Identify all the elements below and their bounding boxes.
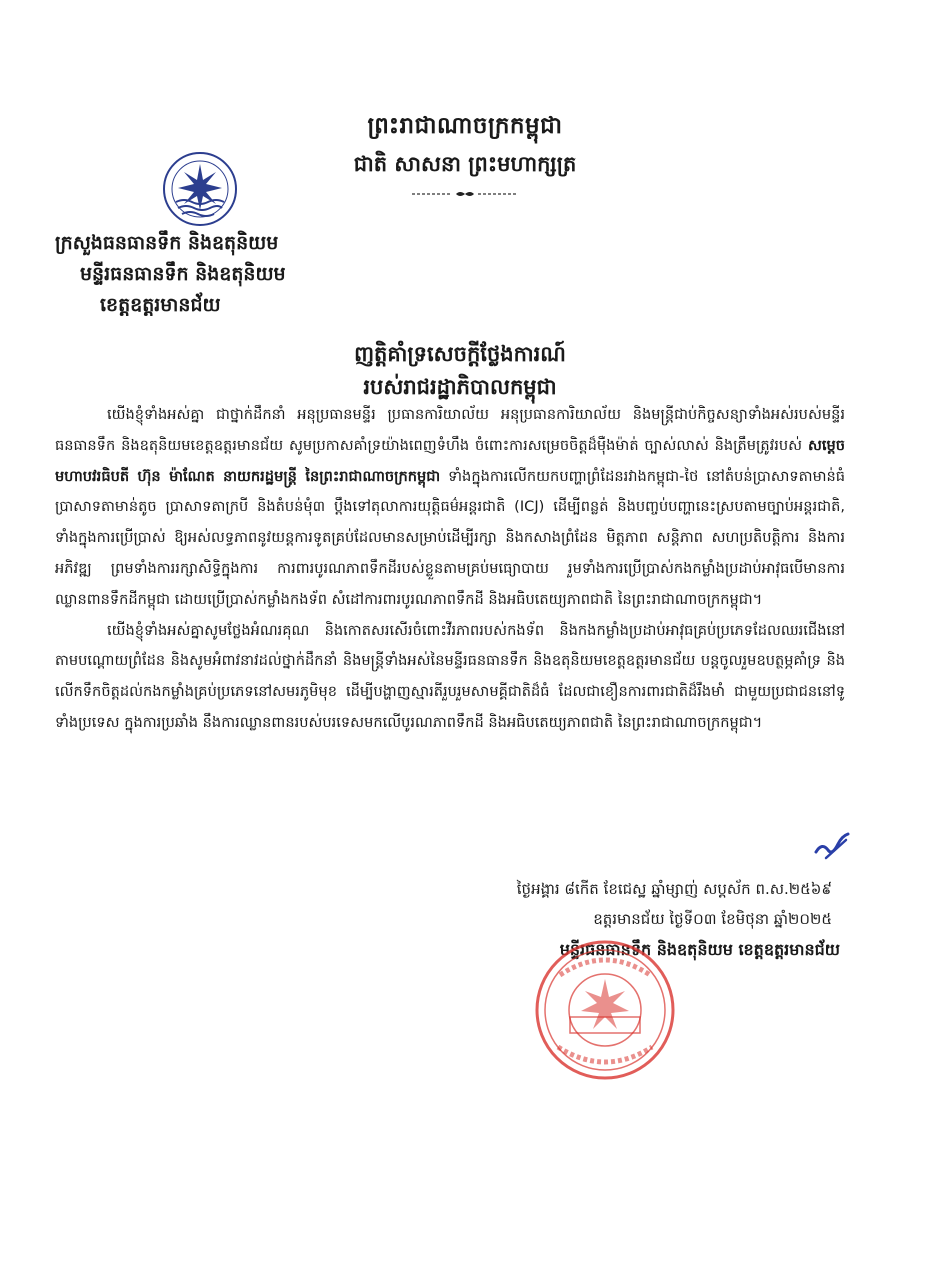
title-line-2: របស់រាជរដ្ឋាភិបាលកម្ពុជា [363,375,557,399]
place-date: ឧត្តរមានជ័យ ថ្ងៃទី០៣ ខែមិថុនា ឆ្នាំ២០២៥ [593,910,832,928]
prime-minister-title: សម្តេចមហាបវរធិបតី ហ៊ុន ម៉ាណែត នាយករដ្ឋមន្ត្រី នៃព្រះរាជាណាចក្រកម្ពុជា [55,436,845,485]
ministry-header [55,228,415,321]
national-motto: ជាតិ សាសនា ព្រះមហាក្សត្រ [353,152,577,176]
kingdom-header [300,112,630,202]
department-line: មន្ទីរធនធានទឹក និងឧតុនិយម [80,263,286,285]
ministry-line: ក្រសួងធនធានទឹក និងឧតុនិយម [55,232,279,254]
header-ornament-icon [410,190,520,198]
paragraph-1-start: យើងខ្ញុំទាំងអស់គ្នា ជាថ្នាក់ដឹកនាំ អនុប្រធានមន្ទីរ ប្រធានការិយាល័យ អនុប្រធានការិយាល័យ និងមន្ត្រីជាប់កិច្ចសន្យាទាំងអស់របស់មន្ទីរធនធានទឹក និងឧតុនិយមខេត្តឧត្តរមានជ័យ សូមប្រកាសគាំទ្រយ៉ាងពេញទំហឹង ចំពោះការសម្រេចចិត្តដ៏ម៉ឺងម៉ាត់ ច្បាស់លាស់ និងត្រឹមត្រូវរបស់ [55,406,845,454]
document-title [230,338,690,404]
document-body [55,400,845,739]
province-line: ខេត្តឧត្តរមានជ័យ [100,294,221,316]
title-line-1: ញត្តិគាំទ្រសេចក្តីថ្លែងការណ៍ [354,342,566,366]
paragraph-2: យើងខ្ញុំទាំងអស់គ្នាសូមថ្លែងអំណរគុណ និងកោតសរសើរចំពោះវីរភាពរបស់កងទ័ព និងកងកម្លាំងប្រដាប់អាវុធគ្រប់ប្រភេទដែលឈរជើងនៅតាមបណ្តោយព្រំដែន និងសូមអំពាវនាវដល់ថ្នាក់ដឹកនាំ និងមន្ត្រីទាំងអស់នៃមន្ទីរធនធានទឹក និងឧតុនិយមខេត្តឧត្តរមានជ័យ បន្តចូលរួមឧបត្ថម្ភគាំទ្រ និងលើកទឹកចិត្តដល់កងកម្លាំងគ្រប់ប្រភេទនៅសមរភូមិមុខ ដើម្បីបង្ហាញស្មារតីរួបរួមសាមគ្គីជាតិដ៏ធំ ដែលជាខឿនការពារជាតិដ៏រឹងមាំ ជាមួយប្រជាជននៅទូទាំងប្រទេស ក្នុងការប្រឆាំង នឹងការឈ្លានពានរបស់បរទេសមកលើបូរណភាពទឹកដី និងអធិបតេយ្យភាពជាតិ នៃព្រះរាជាណាចក្រកម្ពុជា។ [55,621,845,731]
kingdom-name: ព្រះរាជាណាចក្រកម្ពុជា [367,113,563,139]
paragraph-1 [55,400,845,616]
lunar-date: ថ្ងៃអង្គារ ៨កើត ខែជេស្ឋ ឆ្នាំម្សាញ់ សប្តស័ក ព.ស.២៥៦៩ [516,880,832,898]
ministry-emblem-icon [150,150,250,228]
pen-mark-icon [812,830,852,862]
paragraph-1-end: ទាំងក្នុងការលើកយកបញ្ហាព្រំដែនរវាងកម្ពុជា-ថៃ នៅតំបន់ប្រាសាទតាមាន់ធំ ប្រាសាទតាមាន់តូច ប្រាសាទតាក្របី និងតំបន់មុំ៣ ប្ដឹងទៅតុលាការយុត្តិធម៌អន្តរជាតិ (ICJ) ដើម្បីពន្លត់ និងបញ្ចប់បញ្ហានេះស្របតាមច្បាប់អន្តរជាតិ, ទាំងក្នុងការប្រើប្រាស់ ឱ្យអស់លទ្ធភាពនូវយន្តការទូតគ្រប់ដែលមានសម្រាប់ដើម្បីរក្សា និងកសាងព្រំដែន មិត្តភាព សន្តិភាព សហប្រតិបត្តិការ និងការអភិវឌ្ឍ ព្រមទាំងការរក្សាសិទ្ធិក្នុងការ ការពារបូរណភាពទឹកដីរបស់ខ្លួនតាមគ្រប់មធ្យោបាយ រួមទាំងការប្រើប្រាស់កងកម្លាំងប្រដាប់អាវុធបើមានការឈ្លានពានទឹកដីកម្ពុជា ដោយប្រើប្រាស់កម្លាំងកងទ័ព សំដៅការពារបូរណភាពទឹកដី និងអធិបតេយ្យភាពជាតិ នៃព្រះរាជាណាចក្រកម្ពុជា។ [55,467,845,608]
official-red-seal [530,935,680,1085]
signing-department: មន្ទីរធនធានទឹក និងឧតុនិយម ខេត្តឧត្តរមានជ័យ [559,940,840,959]
